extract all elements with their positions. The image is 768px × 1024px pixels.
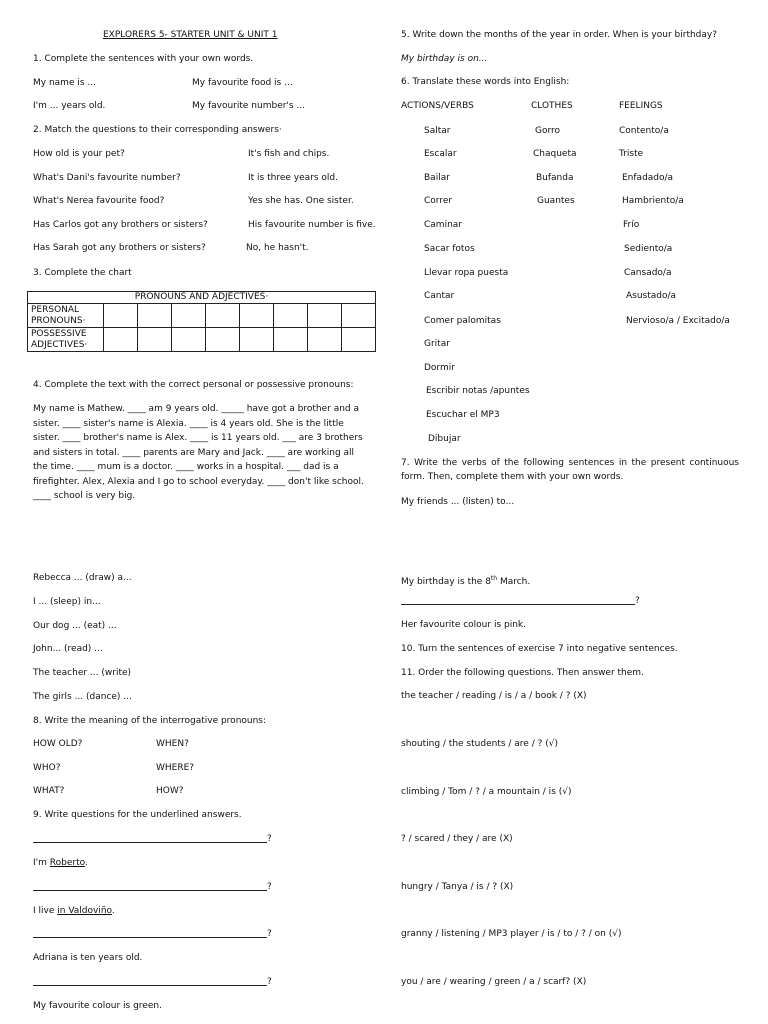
chart-cell[interactable]	[172, 304, 206, 328]
ex6-feeling: Nervioso/a / Excitado/a	[626, 316, 730, 326]
ex11-item: climbing / Tom / ? / a mountain / is (√)	[401, 787, 572, 797]
ex2-answer: His favourite number is five.	[248, 220, 376, 230]
ex6-verb: Cantar	[424, 291, 455, 301]
ex9-answer-line[interactable]	[33, 842, 267, 843]
ex10-heading: 10. Turn the sentences of exercise 7 into negative sentences.	[401, 644, 678, 654]
ex11-item: shouting / the students / are / ? (√)	[401, 739, 558, 749]
ex11-item: ? / scared / they / are (X)	[401, 834, 513, 844]
ex9-answer-line[interactable]	[33, 985, 267, 986]
ex9-answer: I live in Valdoviño.	[33, 906, 115, 916]
question-mark: ?	[267, 834, 272, 844]
ex7-sentence: John... (read) ...	[33, 644, 103, 654]
ex6-feeling: Cansado/a	[624, 268, 672, 278]
ex6-verb: Bailar	[424, 173, 450, 183]
ex6-feeling: Sediento/a	[624, 244, 673, 254]
ex1-heading: 1. Complete the sentences with your own words.	[33, 54, 254, 64]
question-mark: ?	[267, 929, 272, 939]
ex5-answer: My birthday is on...	[401, 54, 488, 64]
ex1-item: My name is ...	[33, 78, 96, 88]
question-mark: ?	[635, 596, 640, 606]
ex6-verb: Comer palomitas	[424, 316, 501, 326]
question-mark: ?	[267, 882, 272, 892]
ex2-answer: It is three years old.	[248, 173, 338, 183]
ex7-answer-line[interactable]	[401, 604, 635, 605]
ex2-answer: No, he hasn't.	[246, 243, 309, 253]
chart-cell[interactable]	[206, 328, 240, 352]
ex7-sentence: Her favourite colour is pink.	[401, 620, 526, 630]
ex8-pronoun: WHAT?	[33, 786, 65, 796]
ex8-pronoun: HOW OLD?	[33, 739, 83, 749]
chart-cell[interactable]	[138, 328, 172, 352]
ex6-verb: Caminar	[424, 220, 462, 230]
ex7-sentence: The teacher ... (write)	[33, 668, 132, 678]
pronouns-chart	[27, 291, 376, 352]
ex6-verb: Llevar ropa puesta	[424, 268, 509, 278]
ex1-item: My favourite number's ...	[192, 101, 306, 111]
ex6-verb: Escribir notas /apuntes	[426, 386, 530, 396]
ex2-question: How old is your pet?	[33, 149, 125, 159]
ex6-verb: Escuchar el MP3	[426, 410, 500, 420]
chart-cell[interactable]	[342, 328, 376, 352]
ex8-pronoun: WHEN?	[156, 739, 189, 749]
ex2-question: What's Nerea favourite food?	[33, 196, 165, 206]
chart-cell[interactable]	[104, 304, 138, 328]
ex6-verb: Correr	[424, 196, 453, 206]
ex7-sentence: The girls ... (dance) ...	[33, 692, 132, 702]
ex6-feeling: Enfadado/a	[622, 173, 674, 183]
ex9-answer: Adriana is ten years old.	[33, 953, 143, 963]
ex6-clothes: Bufanda	[536, 173, 574, 183]
chart-cell[interactable]	[274, 328, 308, 352]
ex9-heading: 9. Write questions for the underlined answers.	[33, 810, 242, 820]
worksheet-title: EXPLORERS 5- STARTER UNIT & UNIT 1	[103, 30, 278, 40]
ex11-item: granny / listening / MP3 player / is / to / ? / on (√)	[401, 929, 622, 939]
underlined-answer: Roberto	[49, 858, 85, 868]
ex6-clothes: Guantes	[537, 196, 575, 206]
ex11-heading: 11. Order the following questions. Then answer them.	[401, 668, 644, 678]
chart-row-label: POSSESSIVE ADJECTIVES·	[28, 328, 104, 352]
ex6-verb: Dibujar	[428, 434, 461, 444]
ex6-verb: Sacar fotos	[424, 244, 475, 254]
ex6-feeling: Asustado/a	[626, 291, 677, 301]
underlined-answer: in Valdoviño	[57, 906, 112, 916]
ex1-item: I'm ... years old.	[33, 101, 106, 111]
ex4-text: My name is Mathew. ____ am 9 years old. _____ have got a brother and a sister. ____ sister's name is Alexia. ____ is 4 years old. She is the little sister. ____ brother's name is Alex. ____ is 11 years old. ___ are 3 brothers and sisters in total. ____ parents are Mary and Jack. ____ are working all the time. ____ mum is a doctor. ____ works in a hospital. ___ dad is a firefighter. Alex, Alexia and I go to school everyday. ____ don't like school. ____ school is very big.	[33, 404, 364, 501]
chart-cell[interactable]	[240, 304, 274, 328]
ex6-verb: Dormir	[424, 363, 455, 373]
chart-row-label: PERSONAL PRONOUNS·	[28, 304, 104, 328]
ex7-heading: 7. Write the verbs of the following sentences in the present continuous form. Then, complete them with your own words.	[401, 458, 739, 482]
ex6-col-header: CLOTHES	[531, 101, 573, 111]
ex4-heading: 4. Complete the text with the correct personal or possessive pronouns:	[33, 380, 354, 390]
ex6-heading: 6. Translate these words into English:	[401, 77, 570, 87]
ex9-answer-line[interactable]	[33, 890, 267, 891]
chart-cell[interactable]	[172, 328, 206, 352]
ex11-item: hungry / Tanya / is / ? (X)	[401, 882, 514, 892]
ex6-verb: Gritar	[424, 339, 450, 349]
ex2-question: Has Sarah got any brothers or sisters?	[33, 243, 206, 253]
ex7-sentence: Our dog ... (eat) ...	[33, 621, 117, 631]
ex8-pronoun: WHERE?	[156, 763, 195, 773]
chart-header: PRONOUNS AND ADJECTIVES·	[28, 292, 376, 304]
ex6-col-header: ACTIONS/VERBS	[401, 101, 474, 111]
chart-cell[interactable]	[274, 304, 308, 328]
ex1-item: My favourite food is ...	[192, 78, 293, 88]
ex6-feeling: Frío	[623, 220, 640, 230]
ex2-heading: 2. Match the questions to their corresponding answers·	[33, 125, 282, 135]
ex7-sentence: My friends ... (listen) to...	[401, 497, 515, 507]
ex6-clothes: Gorro	[535, 126, 561, 136]
question-mark: ?	[267, 977, 272, 987]
ex6-clothes: Chaqueta	[533, 149, 577, 159]
ex6-feeling: Contento/a	[619, 126, 669, 136]
ex3-heading: 3. Complete the chart	[33, 268, 132, 278]
ex9-answer: My favourite colour is green.	[33, 1001, 162, 1011]
ex11-item: you / are / wearing / green / a / scarf? (X)	[401, 977, 587, 987]
chart-cell[interactable]	[308, 304, 342, 328]
ex9-answer-line[interactable]	[33, 937, 267, 938]
ex8-pronoun: WHO?	[33, 763, 61, 773]
ex7-sentence: Rebecca ... (draw) a...	[33, 573, 132, 583]
ex7-sentence: I ... (sleep) in...	[33, 597, 101, 607]
chart-cell[interactable]	[138, 304, 172, 328]
ex6-col-header: FEELINGS	[619, 101, 663, 111]
chart-cell[interactable]	[342, 304, 376, 328]
ex2-question: Has Carlos got any brothers or sisters?	[33, 220, 208, 230]
ex2-answer: It's fish and chips.	[248, 149, 330, 159]
ex6-feeling: Hambriento/a	[622, 196, 684, 206]
chart-cell[interactable]	[206, 304, 240, 328]
chart-cell[interactable]	[240, 328, 274, 352]
ex8-pronoun: HOW?	[156, 786, 184, 796]
ex5-heading: 5. Write down the months of the year in order. When is your birthday?	[401, 30, 718, 40]
ex9-answer: I'm Roberto.	[33, 858, 88, 868]
chart-cell[interactable]	[104, 328, 138, 352]
chart-cell[interactable]	[308, 328, 342, 352]
ex6-verb: Saltar	[424, 126, 451, 136]
ex7-sentence: My birthday is the 8th March.	[401, 575, 531, 587]
ex11-item: the teacher / reading / is / a / book / ? (X)	[401, 691, 587, 701]
ex2-question: What's Dani's favourite number?	[33, 173, 181, 183]
ex2-answer: Yes she has. One sister.	[248, 196, 354, 206]
ex8-heading: 8. Write the meaning of the interrogative pronouns:	[33, 716, 267, 726]
ex6-verb: Escalar	[424, 149, 457, 159]
ex6-feeling: Triste	[619, 149, 644, 159]
